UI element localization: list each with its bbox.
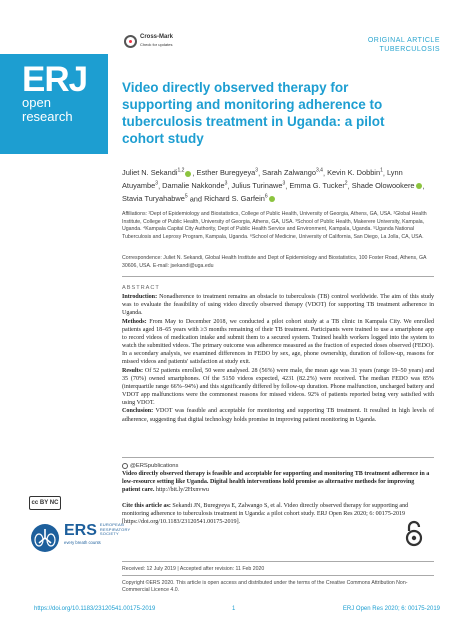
page-number: 1 — [232, 606, 236, 612]
author-affiliation-ref: 6 — [264, 193, 268, 200]
journal-logo-open: open — [22, 95, 51, 110]
author — [262, 168, 323, 177]
abstract-results — [122, 367, 434, 408]
article-type-label: ORIGINAL ARTICLE — [367, 37, 440, 44]
received-dates: Received: 12 July 2019 | Accepted after revision: 11 Feb 2020 — [122, 566, 265, 572]
copyright-notice: Copyright ©ERS 2020. This article is open access and distributed under the terms of the Creative Commons Attribution Non-Commercial Licence 4.0. — [122, 580, 408, 594]
citation — [122, 502, 434, 526]
tweetable-abstract — [122, 462, 434, 495]
author — [327, 168, 383, 177]
author-affiliation-ref: 2 — [344, 180, 348, 187]
divider — [122, 276, 434, 277]
results-text: Of 52 patients enrolled, 50 were analysed. 28 (56%) were male, the mean age was 31 years (range 19–50 years) and 35 (70%) owned smartphones. Of the 5150 videos expected, 4231 (82.2%) were received. The median FEDO was 85% (interquartile range 66%–94%) and this significantly differed by follow-up duration. Phone malfunction, uncharged battery and VDOT app malfunctions were the commonest reasons for missed videos. 92% of patients reported being very satisfied with using VDOT. — [122, 367, 434, 407]
orcid-icon[interactable] — [416, 183, 422, 189]
orcid-icon[interactable] — [185, 171, 191, 177]
twitter-icon — [122, 463, 128, 469]
article-title: Video directly observed therapy for supporting and monitoring adherence to tuberculosis treatment in Uganda: a pilot cohort study — [122, 80, 385, 146]
open-access-icon — [403, 519, 425, 547]
author-name: Lynn Atuyambe — [122, 168, 403, 191]
methods-text: From May to December 2018, we conducted a pilot cohort study at a TB clinic in Kampala City. We enrolled patients aged 18–65 years with ≥3 months remaining of their TB treatment. Participants were trained to use a smartphone app to record videos of medication intake and submit them to a secured system. Trained health workers logged into the system to watch the submitted videos. The primary outcome was adherence measured as the fraction of expected doses observed (FEDO). In a secondary analysis, we examined differences in FEDO by sex, age, phone ownership, duration of follow-up, reasons for missed videos and patients' satisfaction at study exit. — [122, 318, 434, 366]
author — [289, 181, 347, 190]
author-affiliation-ref: 5 — [184, 193, 188, 200]
intro-label: Introduction: — [122, 294, 158, 301]
author — [197, 168, 259, 177]
divider — [122, 457, 434, 458]
divider — [122, 575, 434, 576]
author-affiliation-ref: 3 — [255, 168, 259, 174]
abstract-introduction — [122, 293, 434, 317]
abstract-conclusion — [122, 407, 434, 423]
ers-lungs-icon — [30, 523, 60, 553]
crossmark-icon — [124, 35, 137, 48]
twitter-handle[interactable]: @ERSpublications — [130, 463, 179, 469]
results-label: Results: — [122, 367, 143, 374]
author — [232, 181, 286, 190]
affiliations: Affiliations: ¹Dept of Epidemiology and Biostatistics, College of Public Health, University of Georgia, Athens, GA, USA. ²Global Health Institute, College of Public Health, University of Georgia, Athens, GA, USA. ³School of Public Health, Makerere University, Kampala, Uganda. ⁴Kampala Capital City Authority, Dept of Public Health Service and Environment, Kampala, Uganda. ⁵Uganda National Tuberculosis and Leprosy Program, Kampala, Uganda. ⁶School of Medicine, University of California, San Diego, La Jolla, CA, USA. — [122, 211, 427, 240]
crossmark-label: Cross-Mark — [140, 34, 174, 40]
conclusion-text: VDOT was feasible and acceptable for monitoring and supporting TB treatment. It resulted in high levels of adherence, suggesting that digital technology holds promise in improving patient monitoring in Uganda. — [122, 408, 434, 423]
author-affiliation-ref: 1 — [380, 168, 383, 174]
cite-text: Sekandi JN, Buregyeya E, Zalwango S, et al. Video directly observed therapy for supporting and monitoring adherence to tuberculosis treatment in Uganda: a pilot cohort study. ERJ Open Res 2020; 6: 00175-2019 [https://doi.org/10.1183/23120541.00175-2019]. — [122, 503, 409, 526]
abstract-heading: ABSTRACT — [122, 285, 160, 291]
author-name: Kevin K. Dobbin — [327, 168, 381, 178]
ers-society-1: EUROPEAN — [99, 522, 124, 527]
ers-society-2: RESPIRATORY — [99, 526, 131, 532]
cite-label: Cite this article as: — [122, 503, 171, 509]
author-name: Sarah Zalwango — [262, 168, 316, 178]
footer-journal: ERJ Open Res 2020; 6: 00175-2019 — [342, 606, 440, 612]
author-name: Juliet N. Sekandi — [122, 168, 178, 178]
journal-logo-erj: ERJ — [22, 60, 88, 99]
footer-doi[interactable]: https://doi.org/10.1183/23120541.00175-2019 — [34, 606, 156, 612]
author-name: Richard S. Garfein — [204, 194, 265, 204]
author — [162, 181, 227, 190]
author-name: Shade Olowookere — [351, 181, 415, 191]
author-list: Juliet N. Sekandi$^{1,2}$ , Esther Buregyeya$^3$, Sarah Zalwango$^{3,4}$, Kevin K. Dobbin$^1$, Lynn Atuyambe$^3$, Damalie Nakkonde$^3$, Julius Turinawe$^3$, Emma G. Tucker$^2$, Shade Olowookere , Stavia Turyahabwe$^5$ and Richard S. Garfein$^6$ — [122, 168, 425, 204]
author — [352, 181, 423, 190]
methods-label: Methods: — [122, 318, 147, 325]
author-name: Julius Turinawe — [231, 181, 283, 191]
article-type — [368, 36, 440, 54]
journal-logo — [22, 60, 88, 124]
crossmark-badge[interactable] — [124, 34, 173, 49]
divider — [122, 561, 434, 562]
ers-tagline: every breath counts — [64, 540, 101, 545]
cc-license-badge[interactable]: cc BY NC — [29, 496, 61, 510]
tweet-link[interactable]: http://bit.ly/2Hxnvwu — [154, 487, 209, 494]
tweet-text: Video directly observed therapy is feasible and acceptable for supporting and monitoring TB treatment adherence in a low-resource setting like Uganda. Digital health interventions hold promise as alternative methods for improving patient care. — [122, 471, 430, 494]
abstract-methods — [122, 318, 434, 367]
author-name: Damalie Nakkonde — [162, 181, 225, 191]
article-category: TUBERCULOSIS — [379, 46, 440, 53]
author-affiliation-ref: 3 — [224, 180, 228, 187]
ers-logo — [30, 523, 130, 553]
conclusion-label: Conclusion: — [122, 408, 154, 415]
author-affiliation-ref: 1,2 — [177, 168, 185, 174]
ers-society-3: SOCIETY — [99, 531, 119, 537]
intro-text: Nonadherence to treatment remains an obstacle to tuberculosis (TB) control worldwide. The aim of this study was to evaluate the feasibility of using video directly observed therapy (VDOT) for supporting TB treatment adherence in Uganda. — [122, 294, 434, 317]
author-affiliation-ref: 3 — [155, 180, 159, 187]
orcid-icon[interactable] — [269, 196, 275, 202]
correspondence: Correspondence: Juliet N. Sekandi, Global Health Institute and Dept of Epidemiology and Biostatistics, 100 Foster Road, Athens, GA 30606, USA. E-mail: jsekandi@uga.edu — [122, 255, 427, 269]
abstract — [122, 284, 434, 424]
author — [122, 168, 192, 177]
author-affiliation-ref: 3,4 — [316, 168, 323, 174]
author-affiliation-ref: 3 — [282, 180, 286, 187]
journal-logo-research: research — [22, 109, 73, 124]
author-name: Emma G. Tucker — [289, 181, 345, 191]
author — [204, 194, 276, 203]
author-name: Esther Buregyeya — [196, 168, 256, 178]
crossmark-sublabel: Check for updates — [140, 42, 173, 47]
ers-name: ERS — [64, 522, 97, 539]
author — [122, 194, 188, 203]
author-name: Stavia Turyahabwe — [122, 194, 185, 204]
